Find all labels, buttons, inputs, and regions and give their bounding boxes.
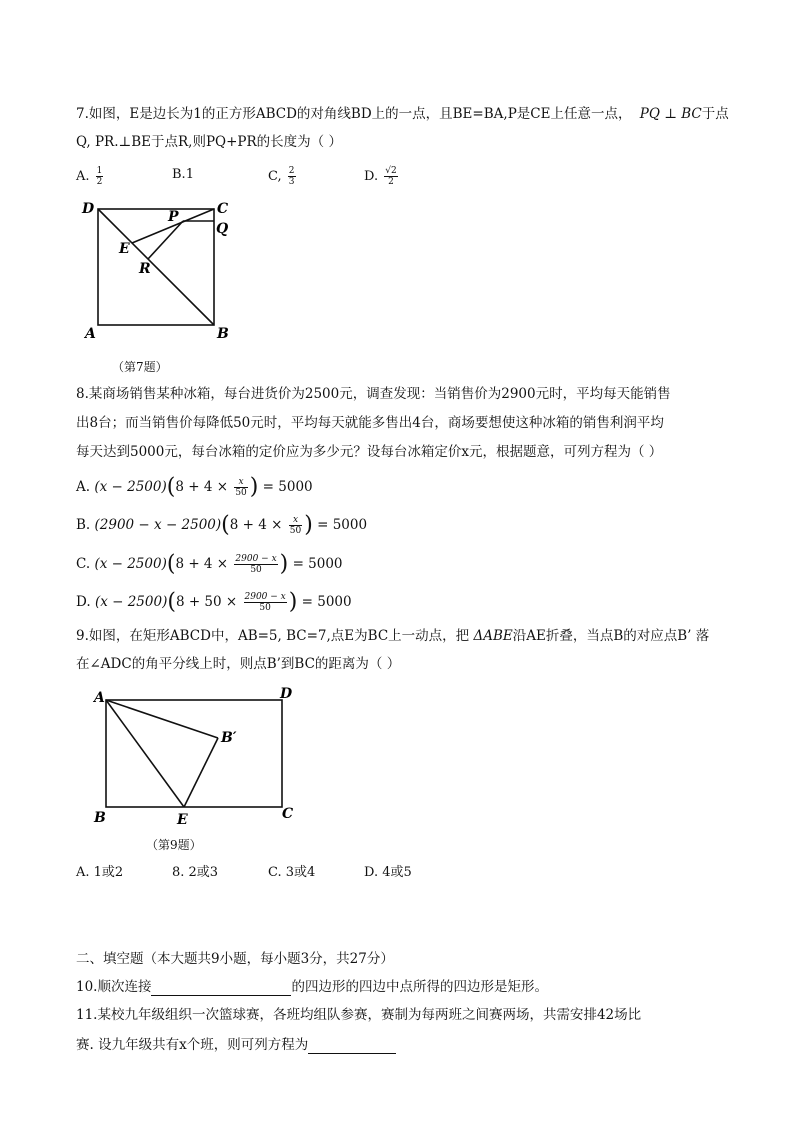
diagonal-bd [98, 209, 214, 325]
q7-caption: （第7题） [112, 360, 168, 374]
segment-b1e [184, 738, 218, 807]
label-c: C [282, 806, 294, 822]
q8-option-d: D. (x − 2500)(8 + 50 × $\frac{2900 - x}{50}$ ) = 5000 [76, 589, 352, 615]
q9-line1: 9.如图，在矩形ABCD中，AB=5, BC=7,点E为BC上一动点，把 ΔABE沿AE折叠，当点B的对应点B’ 落 [76, 628, 710, 644]
q9-option-c: C. 3或4 [268, 865, 316, 880]
q9-option-d: D. 4或5 [364, 865, 412, 880]
q7-line2: Q, PR.⊥BE于点R,则PQ+PR的长度为（ ） [76, 134, 342, 150]
q7-option-b: B.1 [172, 167, 194, 182]
label-d: D [280, 686, 293, 702]
q11-line2: 赛. 设九年级共有x个班，则可列方程为 [76, 1036, 396, 1054]
q8-option-c: C. (x − 2500)(8 + 4 × $\frac{2900 - x}{50}$ ) = 5000 [76, 551, 343, 577]
q11-blank [308, 1039, 396, 1054]
label-b-prime: B′ [221, 730, 237, 746]
q8-option-a: A. (x − 2500)(8 + 4 × $\frac{x}{50}$ ) = 5000 [76, 474, 313, 500]
q7-option-d: D. $\frac{√2}{2}$ [364, 166, 397, 187]
label-c: C [217, 201, 229, 217]
q8-line3: 每天达到5000元，每台冰箱的定价应为多少元？设每台冰箱定价x元，根据题意，可列方程为（ ） [76, 444, 663, 460]
label-e: E [119, 241, 130, 257]
q8-option-b: B. (2900 − x − 2500)(8 + 4 × $\frac{x}{50}$ ) = 5000 [76, 512, 368, 538]
q9-line2: 在∠ADC的角平分线上时，则点B’到BC的距离为（ ） [76, 656, 401, 672]
q10: 10.顺次连接 的四边形的四边中点所得的四边形是矩形。 [76, 979, 548, 995]
q9-option-b: 8. 2或3 [172, 865, 219, 880]
label-r: R [139, 261, 151, 277]
q9-caption: （第9题） [146, 838, 202, 852]
q10-blank [151, 981, 291, 996]
q9-figure [88, 680, 308, 830]
label-a: A [85, 326, 96, 342]
q7-option-a: A. $\frac{1}{2}$ [76, 166, 103, 187]
q7-figure [70, 195, 250, 345]
label-b: B [217, 326, 229, 342]
label-d: D [82, 201, 95, 217]
section2-title: 二、填空题（本大题共9小题，每小题3分，共27分） [76, 951, 394, 967]
q8-line1: 8.某商场销售某种冰箱，每台进货价为2500元，调查发现：当销售价为2900元时，平均每天能销售 [76, 386, 671, 402]
q8-line2: 出8台；而当销售价每降低50元时，平均每天就能多售出4台，商场要想使这种冰箱的销售利润平均 [76, 415, 664, 431]
q9-option-a: A. 1或2 [76, 865, 124, 880]
q11-line1: 11.某校九年级组织一次篮球赛，各班均组队参赛，赛制为每两班之间赛两场，共需安排42场比 [76, 1007, 642, 1023]
label-q: Q [216, 221, 229, 237]
label-e: E [177, 812, 188, 828]
label-b: B [94, 810, 106, 826]
q7-math-perp: PQ ⊥ BC [639, 106, 702, 122]
q7-line1: 7.如图，E是边长为1的正方形ABCD的对角线BD上的一点，且BE=BA,P是CE上任意一点， PQ ⊥ BC于点 [76, 106, 729, 122]
segment-ae [106, 700, 184, 807]
label-a: A [94, 690, 105, 706]
q7-option-c: C, $\frac{2}{3}$ [268, 166, 295, 187]
label-p: P [168, 209, 179, 225]
rectangle-abcd [106, 700, 282, 807]
segment-pr [148, 221, 183, 259]
segment-ab1 [106, 700, 218, 738]
